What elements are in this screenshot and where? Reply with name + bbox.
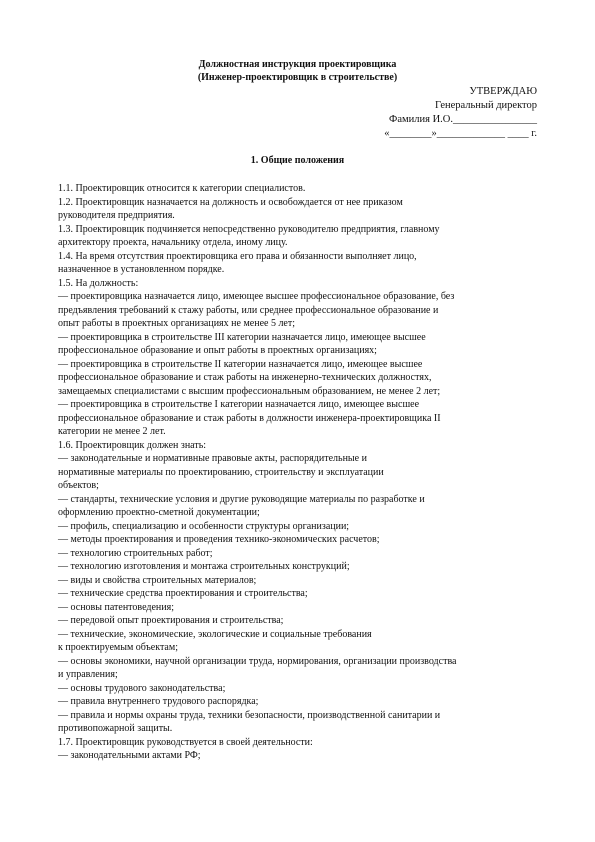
body-line: архитектору проекта, начальнику отдела, иному лицу.: [58, 237, 288, 248]
document-subtitle: (Инженер-проектировщик в строительстве): [197, 72, 398, 83]
body-line: — правила и нормы охраны труда, техники безопасности, производственной санитарии и: [58, 709, 441, 721]
body-line: — профиль, специализацию и особенности структуры организации;: [58, 520, 350, 532]
body-line: предъявления требований к стажу работы, или среднее профессиональное образование и: [58, 304, 439, 316]
body-line: 1.7. Проектировщик руководствуется в своей деятельности:: [58, 736, 313, 748]
body-line: — виды и свойства строительных материалов;: [58, 574, 257, 586]
body-line: — технические, экономические, экологические и социальные требования: [58, 628, 372, 640]
body-line: 1.1. Проектировщик относится к категории специалистов.: [58, 183, 306, 194]
body-line: 1.5. На должность:: [58, 277, 139, 289]
approver-name-line: Фамилия И.О.________________: [389, 114, 537, 125]
body-line: — законодательные и нормативные правовые акты, распорядительные и: [58, 453, 367, 464]
body-line: к проектируемым объектам;: [58, 642, 178, 653]
body-line: замещаемых специалистами с высшим профессиональным образованием, не менее 2 лет;: [58, 385, 441, 397]
body-line: — законодательными актами РФ;: [58, 750, 201, 761]
section-heading: 1. Общие положения: [250, 155, 345, 166]
body-line: 1.6. Проектировщик должен знать:: [58, 439, 207, 451]
body-line: — передовой опыт проектирования и строительства;: [58, 615, 284, 626]
body-line: профессиональное образование и стаж работы на инженерно-технических должностях,: [58, 372, 432, 383]
body-line: — проектировщика назначается лицо, имеющее высшее профессиональное образование, без: [58, 291, 455, 302]
body-line: — технические средства проектирования и строительства;: [58, 588, 308, 599]
body-line: категории не менее 2 лет.: [58, 426, 166, 437]
body-line: профессиональное образование и опыт работы в проектных организациях;: [58, 345, 377, 356]
body-line: 1.2. Проектировщик назначается на должность и освобождается от нее приказом: [58, 196, 403, 208]
body-line: и управления;: [58, 669, 118, 680]
body-line: — проектировщика в строительстве I категории назначается лицо, имеющее высшее: [58, 399, 420, 410]
approver-position: Генеральный директор: [435, 100, 537, 111]
body-line: 1.3. Проектировщик подчиняется непосредственно руководителю предприятия, главному: [58, 223, 440, 235]
body-line: руководителя предприятия.: [58, 210, 175, 221]
body-line: профессиональное образование и стаж работы в должности инженера-проектировщика II: [58, 412, 441, 424]
document-body: [58, 182, 526, 763]
body-line: — основы трудового законодательства;: [58, 682, 226, 694]
body-line: — проектировщика в строительстве III категории назначается лицо, имеющее высшее: [58, 331, 426, 343]
body-line: 1.4. На время отсутствия проектировщика его права и обязанности выполняет лицо,: [58, 250, 417, 262]
approval-date-line: «________»_____________ ____ г.: [384, 128, 537, 139]
approval-block: [384, 85, 537, 141]
body-line: — технологию строительных работ;: [58, 547, 213, 559]
body-line: — методы проектирования и проведения технико-экономических расчетов;: [58, 534, 380, 545]
body-line: — основы экономики, научной организации труда, нормирования, организации производства: [58, 655, 457, 667]
body-line: оформлению проектно-сметной документации;: [58, 507, 260, 518]
body-line: объектов;: [58, 480, 99, 491]
body-line: — стандарты, технические условия и другие руководящие материалы по разработке и: [58, 493, 425, 505]
body-line: назначенное в установленном порядке.: [58, 264, 225, 275]
document-title: Должностная инструкция проектировщика: [198, 59, 397, 70]
body-line: — правила внутреннего трудового распорядка;: [58, 696, 259, 707]
body-line: опыт работы в проектных организациях не менее 5 лет;: [58, 318, 296, 329]
body-line: — проектировщика в строительстве II категории назначается лицо, имеющее высшее: [58, 358, 423, 370]
body-line: — технологию изготовления и монтажа строительных конструкций;: [58, 561, 350, 572]
body-line: противопожарной защиты.: [58, 723, 173, 734]
body-line: — основы патентоведения;: [58, 601, 174, 613]
approve-label: УТВЕРЖДАЮ: [469, 86, 537, 97]
body-line: нормативные материалы по проектированию, строительству и эксплуатации: [58, 466, 384, 478]
